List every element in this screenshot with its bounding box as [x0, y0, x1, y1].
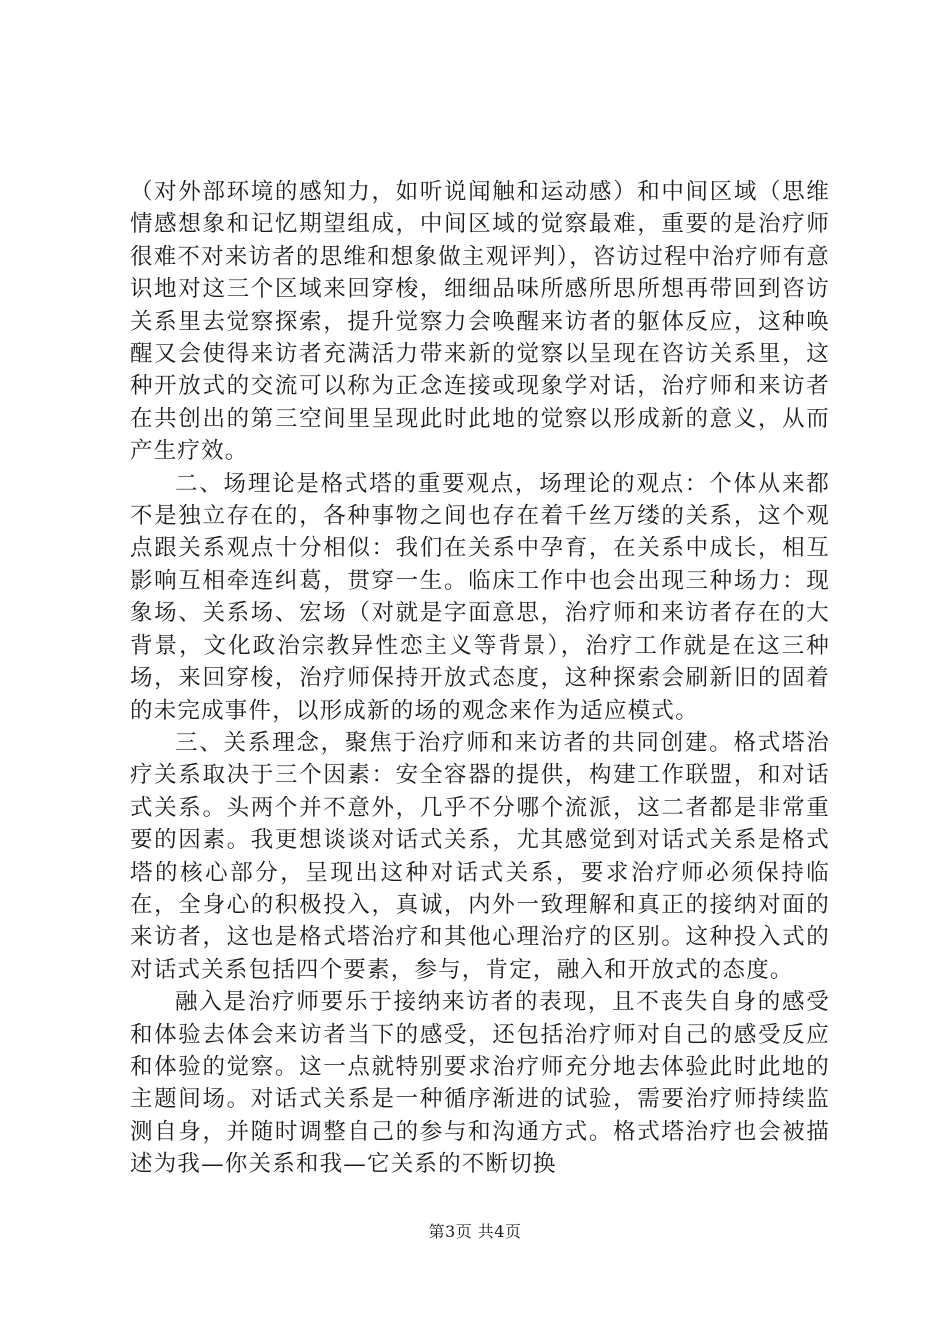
page-number-label: 第3页 共4页 — [428, 1222, 522, 1241]
paragraph-field-theory: 二、场理论是格式塔的重要观点，场理论的观点：个体从来都不是独立存在的，各种事物之间也存在着千丝万缕的关系，这个观点跟关系观点十分相似：我们在关系中孕育，在关系中成长，相互影响互相牵连纠葛，贯穿一生。临床工作中也会出现三种场力：现象场、关系场、宏场（对就是字面意思，治疗师和来访者存在的大背景，文化政治宗教异性恋主义等背景），治疗工作就是在这三种场，来回穿梭，治疗师保持开放式态度，这种探索会刷新旧的固着的未完成事件，以形成新的场的观念来作为适应模式。 — [130, 470, 830, 724]
paragraph-continuation: （对外部环境的感知力，如听说闻触和运动感）和中间区域（思维情感想象和记忆期望组成，中间区域的觉察最难，重要的是治疗师很难不对来访者的思维和想象做主观评判），咨访过程中治疗师有意识地对这三个区域来回穿梭，细细品味所感所思所想再带回到咨访关系里去觉察探索，提升觉察力会唤醒来访者的躯体反应，这种唤醒又会使得来访者充满活力带来新的觉察以呈现在咨访关系里，这种开放式的交流可以称为正念连接或现象学对话，治疗师和来访者在共创出的第三空间里呈现此时此地的觉察以形成新的意义，从而产生疗效。 — [130, 179, 830, 465]
body-text — [130, 176, 830, 1181]
page-footer — [0, 1221, 950, 1243]
paragraph-inclusion: 融入是治疗师要乐于接纳来访者的表现，且不丧失自身的感受和体验去体会来访者当下的感受，还包括治疗师对自己的感受反应和体验的觉察。这一点就特别要求治疗师充分地去体验此时此地的主题间场。对话式关系是一种循序渐进的试验，需要治疗师持续监测自身，并随时调整自己的参与和沟通方式。格式塔治疗也会被描述为我—你关系和我—它关系的不断切换 — [130, 989, 830, 1178]
paragraph-relationship-concept: 三、关系理念，聚焦于治疗师和来访者的共同创建。格式塔治疗关系取决于三个因素：安全容器的提供，构建工作联盟，和对话式关系。头两个并不意外，几乎不分哪个流派，这二者都是非常重要的因素。我更想谈谈对话式关系，尤其感觉到对话式关系是格式塔的核心部分，呈现出这种对话式关系，要求治疗师必须保持临在，全身心的积极投入，真诚，内外一致理解和真正的接纳对面的来访者，这也是格式塔治疗和其他心理治疗的区别。这种投入式的对话式关系包括四个要素，参与，肯定，融入和开放式的态度。 — [130, 729, 830, 983]
